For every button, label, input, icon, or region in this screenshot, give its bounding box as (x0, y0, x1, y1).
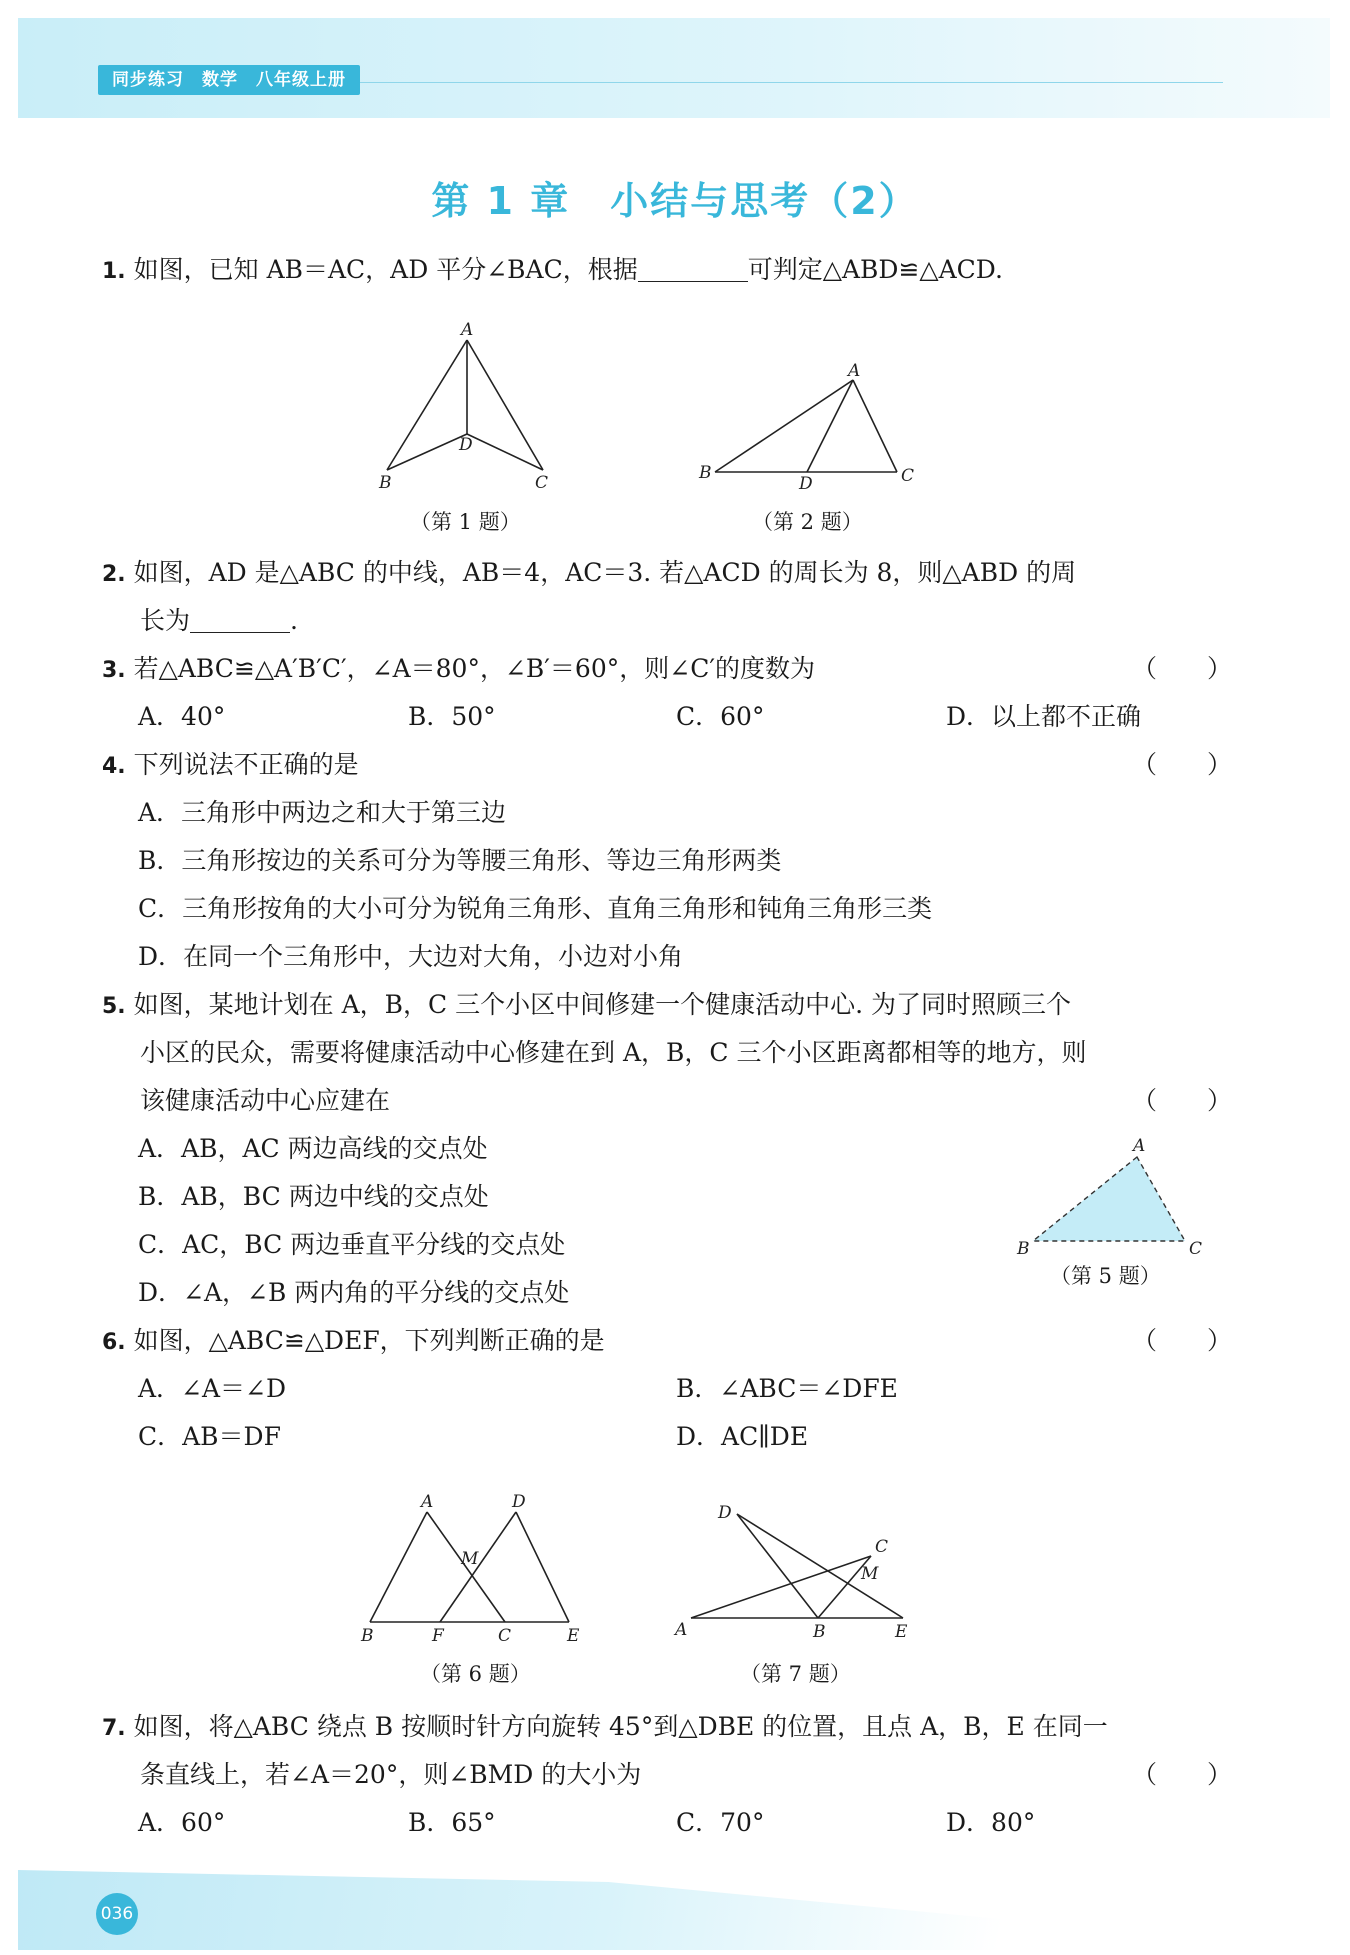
option-b[interactable]: B．65° (408, 1808, 496, 1837)
answer-blank[interactable] (190, 608, 290, 633)
fig7-label-m: M (861, 1564, 879, 1584)
option-a[interactable]: A．∠A＝∠D (138, 1374, 287, 1403)
fig2-label-b: B (699, 463, 712, 483)
fig6-label-e: E (567, 1626, 580, 1646)
fig7-label-b: B (813, 1622, 826, 1642)
fig5-label-b: B (1017, 1239, 1030, 1259)
question-text: 可判定△ABD≌△ACD. (747, 255, 1003, 284)
header-tag: 同步练习 数学 八年级上册 (98, 65, 360, 95)
figure-1 (375, 322, 555, 492)
fig1-label-a: A (461, 320, 474, 340)
question-number: 5. (102, 994, 126, 1019)
figure-1-caption: （第 1 题） (410, 510, 521, 534)
question-text: 如图，已知 AB＝AC，AD 平分∠BAC，根据 (133, 255, 638, 284)
figure-2 (695, 360, 925, 495)
question-4 (102, 748, 359, 784)
fig6-label-m: M (461, 1549, 479, 1569)
answer-parentheses[interactable]: （ ） (1132, 1760, 1233, 1789)
option-a[interactable]: A．40° (138, 702, 226, 731)
question-5-line-1 (102, 988, 1071, 1024)
question-2-line-2 (140, 604, 298, 638)
question-number: 4. (102, 754, 126, 779)
figure-6 (355, 1488, 595, 1646)
option-c[interactable]: C．AB＝DF (138, 1422, 281, 1451)
option-b[interactable]: B．AB，BC 两边中线的交点处 (138, 1182, 489, 1211)
question-text: 如图，某地计划在 A，B，C 三个小区中间修建一个健康活动中心. 为了同时照顾三个 (133, 990, 1071, 1019)
fig1-label-b: B (379, 473, 392, 493)
fig6-segment-de (516, 1512, 569, 1622)
option-c[interactable]: C．AC，BC 两边垂直平分线的交点处 (138, 1230, 566, 1259)
fig2-segment-ac (853, 380, 897, 472)
figure-2-caption: （第 2 题） (752, 510, 863, 534)
option-a[interactable]: A．三角形中两边之和大于第三边 (138, 798, 507, 827)
fig7-label-a: A (675, 1620, 688, 1640)
question-number: 2. (102, 562, 126, 587)
fig5-triangle (1033, 1157, 1185, 1241)
question-1 (102, 253, 1003, 289)
answer-parentheses[interactable]: （ ） (1132, 1086, 1233, 1115)
fig7-label-e: E (895, 1622, 908, 1642)
fig2-label-a: A (848, 361, 861, 381)
question-number: 1. (102, 259, 126, 284)
fig7-label-c: C (875, 1537, 889, 1557)
option-d[interactable]: D．∠A，∠B 两内角的平分线的交点处 (138, 1278, 570, 1307)
question-3 (102, 652, 815, 688)
question-5-line-2: 小区的民众，需要将健康活动中心修建在到 A，B，C 三个小区距离都相等的地方，则 (140, 1038, 1087, 1067)
fig5-label-c: C (1189, 1239, 1203, 1259)
fig6-label-d: D (512, 1492, 526, 1512)
answer-parentheses[interactable]: （ ） (1132, 654, 1233, 683)
fig1-label-d: D (459, 435, 473, 455)
question-6 (102, 1324, 605, 1360)
option-b[interactable]: B．三角形按边的关系可分为等腰三角形、等边三角形两类 (138, 846, 782, 875)
question-text: 下列说法不正确的是 (133, 750, 359, 779)
fig6-label-a: A (421, 1492, 434, 1512)
option-b[interactable]: B．50° (408, 702, 496, 731)
option-a[interactable]: A．AB，AC 两边高线的交点处 (138, 1134, 488, 1163)
answer-blank[interactable] (638, 257, 748, 282)
question-number: 6. (102, 1330, 126, 1355)
question-2-line-1 (102, 556, 1076, 592)
option-d[interactable]: D．以上都不正确 (946, 702, 1142, 731)
page-title: 第 1 章 小结与思考（2） (431, 179, 919, 223)
fig7-segment-db (737, 1514, 818, 1618)
fig6-label-b: B (361, 1626, 374, 1646)
option-d[interactable]: D．在同一个三角形中，大边对大角，小边对小角 (138, 942, 684, 971)
question-7-line-1 (102, 1710, 1108, 1746)
option-d[interactable]: D．80° (946, 1808, 1036, 1837)
question-5-line-3: 该健康活动中心应建在 (140, 1086, 391, 1115)
option-a[interactable]: A．60° (138, 1808, 226, 1837)
question-number: 3. (102, 658, 126, 683)
fig7-label-d: D (718, 1503, 732, 1523)
answer-parentheses[interactable]: （ ） (1132, 1326, 1233, 1355)
question-text: 若△ABC≌△A′B′C′，∠A＝80°，∠B′＝60°，则∠C′的度数为 (133, 654, 815, 683)
question-text: 如图，△ABC≌△DEF，下列判断正确的是 (133, 1326, 605, 1355)
footer-band (18, 1870, 1330, 1950)
fig1-label-c: C (535, 473, 549, 493)
option-c[interactable]: C．70° (676, 1808, 765, 1837)
fig2-label-c: C (901, 466, 915, 486)
figure-5-caption: （第 5 题） (1050, 1264, 1161, 1288)
option-c[interactable]: C．三角形按角的大小可分为锐角三角形、直角三角形和钝角三角形三类 (138, 894, 933, 923)
question-text: 长为 (140, 606, 191, 635)
option-b[interactable]: B．∠ABC＝∠DFE (676, 1374, 898, 1403)
figure-7-caption: （第 7 题） (740, 1662, 851, 1686)
option-c[interactable]: C．60° (676, 702, 765, 731)
figure-6-caption: （第 6 题） (420, 1662, 531, 1686)
fig6-segment-ab (370, 1512, 427, 1622)
fig2-label-d: D (799, 474, 813, 494)
figure-7 (675, 1500, 925, 1640)
question-number: 7. (102, 1716, 126, 1741)
fig5-label-a: A (1133, 1136, 1146, 1156)
fig1-segment-ac (467, 340, 543, 470)
figure-5 (1015, 1135, 1215, 1260)
fig6-label-f: F (432, 1626, 444, 1646)
option-d[interactable]: D．AC∥DE (676, 1422, 809, 1451)
question-7-line-2: 条直线上，若∠A＝20°，则∠BMD 的大小为 (140, 1760, 642, 1789)
answer-parentheses[interactable]: （ ） (1132, 750, 1233, 779)
question-text: 如图，AD 是△ABC 的中线，AB＝4，AC＝3. 若△ACD 的周长为 8，则△ABD 的周 (133, 558, 1077, 587)
fig1-segment-ab (387, 340, 467, 470)
question-text: . (290, 606, 298, 635)
fig6-label-c: C (498, 1626, 512, 1646)
fig2-segment-ad (807, 380, 853, 472)
page-number: 036 (96, 1893, 138, 1935)
question-text: 如图，将△ABC 绕点 B 按顺时针方向旋转 45°到△DBE 的位置，且点 A，B，E 在同一 (133, 1712, 1108, 1741)
fig2-segment-ab (715, 380, 853, 472)
